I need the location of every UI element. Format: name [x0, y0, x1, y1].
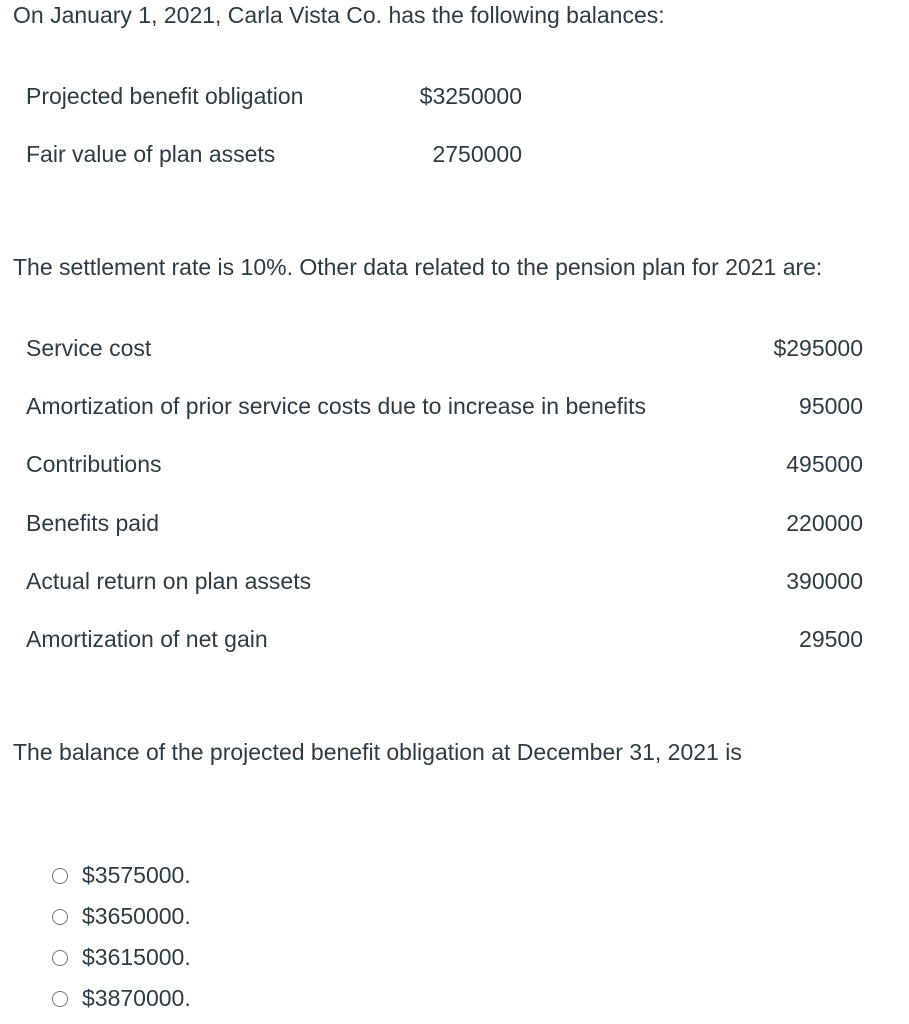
radio-button[interactable]	[52, 991, 68, 1007]
radio-button[interactable]	[52, 909, 68, 925]
data-label: Amortization of net gain	[26, 626, 268, 652]
settlement-text: The settlement rate is 10%. Other data related to the pension plan for 2021 are:	[13, 254, 823, 280]
data-value: $295000	[773, 335, 863, 361]
data-label: Benefits paid	[26, 510, 159, 536]
intro-text: On January 1, 2021, Carla Vista Co. has the following balances:	[13, 2, 665, 28]
data-row-net-gain-amortization	[26, 624, 863, 654]
data-row-service-cost	[26, 333, 863, 363]
data-label: Service cost	[26, 335, 152, 361]
option-label[interactable]: $3650000.	[82, 903, 191, 929]
option-label[interactable]: $3615000.	[82, 944, 191, 970]
data-value: 495000	[786, 451, 863, 477]
data-label: Contributions	[26, 451, 162, 477]
balance-label: Fair value of plan assets	[26, 141, 276, 167]
data-value: 95000	[799, 393, 863, 419]
option-label[interactable]: $3870000.	[82, 985, 191, 1011]
answer-option[interactable]	[52, 855, 191, 896]
answer-option[interactable]	[52, 896, 191, 937]
data-value: 390000	[786, 568, 863, 594]
data-row-prior-service-amortization	[26, 391, 863, 421]
balance-row-plan-assets	[26, 139, 526, 169]
data-row-contributions	[26, 449, 863, 479]
question-text: The balance of the projected benefit obligation at December 31, 2021 is	[13, 739, 742, 765]
balance-row-pbo	[26, 81, 526, 111]
balance-label: Projected benefit obligation	[26, 83, 304, 109]
balance-value: 2750000	[432, 141, 522, 167]
data-label: Amortization of prior service costs due to increase in benefits	[26, 393, 647, 419]
balance-value: $3250000	[419, 83, 522, 109]
answer-options	[52, 855, 191, 1019]
radio-button[interactable]	[52, 950, 68, 966]
data-row-benefits-paid	[26, 508, 863, 538]
data-label: Actual return on plan assets	[26, 568, 312, 594]
data-row-actual-return	[26, 566, 863, 596]
data-value: 220000	[786, 510, 863, 536]
answer-option[interactable]	[52, 937, 191, 978]
data-value: 29500	[799, 626, 863, 652]
answer-option[interactable]	[52, 978, 191, 1019]
option-label[interactable]: $3575000.	[82, 862, 191, 888]
radio-button[interactable]	[52, 868, 68, 884]
